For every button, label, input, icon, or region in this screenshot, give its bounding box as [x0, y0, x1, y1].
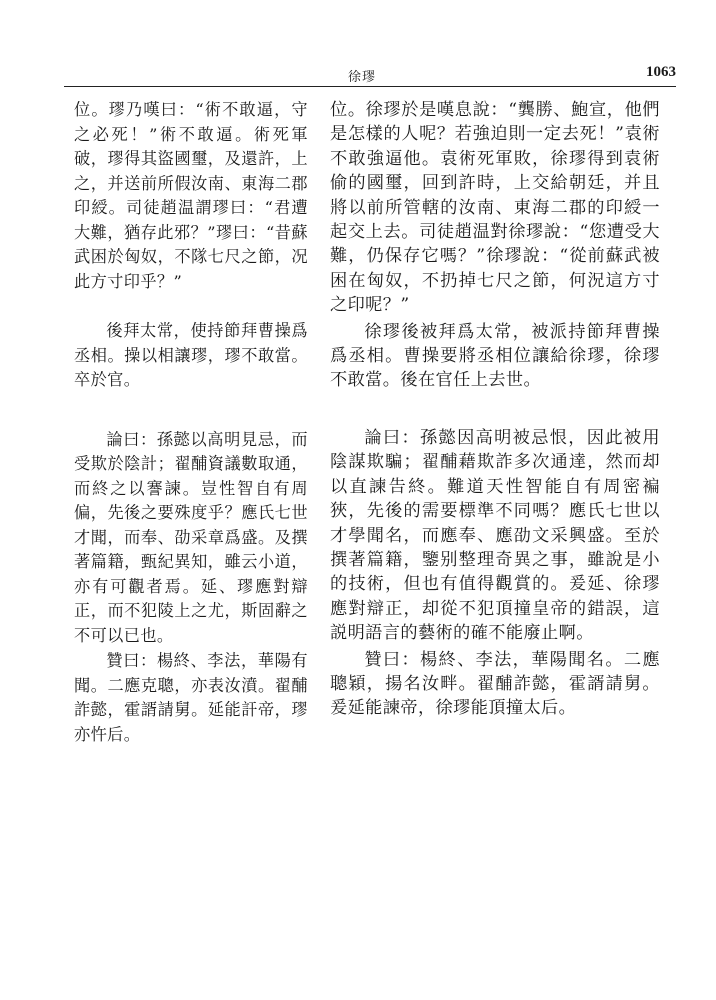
running-header: [64, 62, 676, 84]
header-rule: [64, 86, 676, 87]
translation-paragraph-2: 徐璆後被拜爲太常，被派持節拜曹操爲丞相。曹操要將丞相位讓給徐璆，徐璆不敢當。後在官任上去世。: [330, 321, 660, 391]
original-paragraph-4: 贊曰：楊終、李法，華陽有聞。二應克聰，亦表汝濆。翟酺詐懿，霍諝請舅。延能訐帝，璆亦忤后。: [74, 651, 308, 744]
original-paragraph-2: 後拜太常，使持節拜曹操爲丞相。操以相讓璆，璆不敢當。卒於官。: [74, 321, 308, 389]
page-number: 1063: [646, 64, 676, 80]
original-paragraph-1: 位。璆乃嘆曰：“術不敢逼，守之必死！”術不敢逼。術死軍破，璆得其盜國璽，及還許，上之，并送前所假汝南、東海二郡印綬。司徒趙温謂璆曰：“君遭大難，猶存此邪？”璆曰：“昔蘇武困於匈奴，不隊七尺之節，况此方寸印乎？”: [74, 100, 308, 291]
original-paragraph-3: 論曰：孫懿以高明見忌，而受欺於陰計；翟酺資議數取通，而終之以謇諫。豈性智自有周偏，先後之要殊度乎？應氏七世才聞，而奉、劭采章爲盛。及撰著篇籍，甄紀異知，雖云小道，亦有可觀者焉。延、璆應對辯正，而不犯陵上之尤，斯固辭之不可以已也。: [74, 429, 308, 645]
translation-paragraph-3: 論曰：孫懿因高明被忌恨，因此被用陰謀欺騙；翟酺藉欺詐多次通達，然而却以直諫告終。難道天性智能自有周密褊狹，先後的需要標準不同嗎？應氏七世以才學聞名，而應奉、應劭文采興盛。至於撰著篇籍，鑒别整理奇異之事，雖說是小的技術，但也有值得觀賞的。爰延、徐璆應對辯正，却從不犯頂撞皇帝的錯誤，這説明語言的藝術的確不能廢止啊。: [330, 427, 660, 644]
original-text-column: [74, 98, 308, 747]
running-title: 徐璆: [348, 70, 377, 85]
translation-text-column: [330, 98, 660, 721]
translation-paragraph-1: 位。徐璆於是嘆息說：“龔勝、鮑宣，他們是怎樣的人呢？若強迫則一定去死！”袁術不敢強逼他。袁術死軍敗，徐璆得到袁術偷的國璽，回到許時，上交給朝廷，并且將以前所管轄的汝南、東海二郡的印綬一起交上去。司徒趙温對徐璆說：“您遭受大難，仍保存它嗎？”徐璆說：“從前蘇武被困在匈奴，不扔掉七尺之節，何況這方寸之印呢？”: [330, 100, 660, 316]
translation-paragraph-4: 贊曰：楊終、李法，華陽聞名。二應聰穎，揚名汝畔。翟酺詐懿，霍諝請舅。爰延能諫帝，徐璆能頂撞太后。: [330, 649, 660, 719]
